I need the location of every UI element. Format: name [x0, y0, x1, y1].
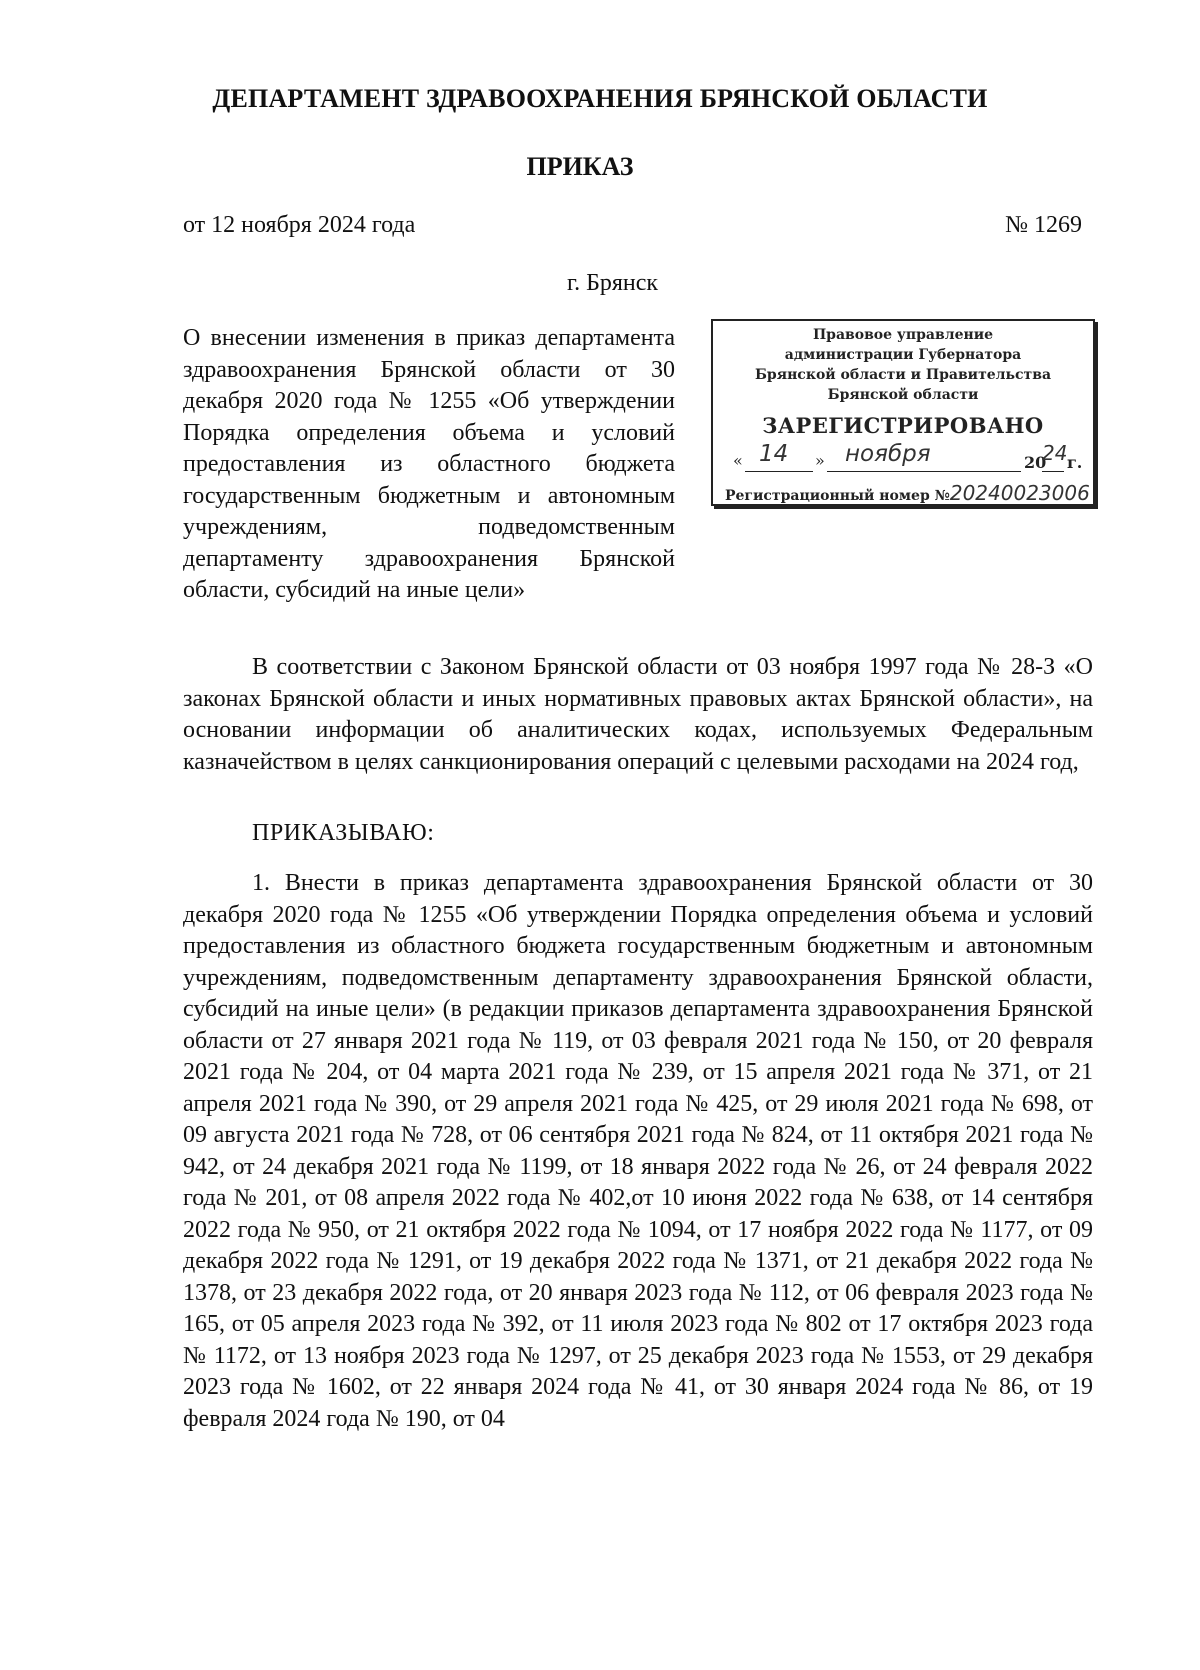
stamp-registration-number: 20240023006: [949, 481, 1090, 505]
preamble-paragraph: В соответствии с Законом Брянской области от 03 ноября 1997 года № 28-З «О законах Брянской области и иных нормативных правовых актах Брянской области», на основании информации об аналитических кодах, используемых Федеральным казначейством в целях санкционирования операций с целевыми расходами на 2024 год,: [183, 654, 1093, 775]
stamp-quote-open: «: [733, 451, 743, 470]
stamp-registered: ЗАРЕГИСТРИРОВАНО: [762, 413, 1044, 438]
document-type: ПРИКАЗ: [526, 152, 634, 181]
stamp-month-underline: [827, 471, 1021, 472]
stamp-line-1: Правовое управление: [812, 327, 994, 343]
order-number: № 1269: [1005, 212, 1082, 238]
stamp-line-4: Брянской области: [827, 387, 979, 403]
registration-stamp: [711, 319, 1095, 506]
stamp-quote-close: »: [815, 451, 825, 470]
stamp-line-3: Брянской области и Правительства: [754, 367, 1052, 383]
stamp-year-underline: [1042, 471, 1064, 472]
stamp-registration-label: Регистрационный номер №: [725, 488, 950, 504]
stamp-day-underline: [745, 471, 813, 472]
stamp-year-suffix: 24: [1042, 441, 1068, 465]
stamp-year-prefix: 20: [1024, 453, 1047, 472]
order-subject: О внесении изменения в приказ департамента здравоохранения Брянской области от 30 декабря 2020 года № 1255 «Об утверждении Порядка определения объема и условий предоставления из областного бюджета государственным бюджетным и автономным учреждениям, подведомственным департаменту здравоохранения Брянской области, субсидий на иные цели»: [183, 325, 675, 603]
stamp-registration-number-row: [725, 481, 1090, 505]
stamp-month: ноября: [845, 441, 931, 467]
orders-heading: ПРИКАЗЫВАЮ:: [252, 820, 435, 846]
stamp-year-unit: г.: [1067, 453, 1083, 472]
item-1-paragraph: 1. Внести в приказ департамента здравоохранения Брянской области от 30 декабря 2020 года № 1255 «Об утверждении Порядка определения объема и условий предоставления из областного бюджета государственным бюджетным и автономным учреждениям, подведомственным департаменту здравоохранения Брянской области, субсидий на иные цели» (в редакции приказов департамента здравоохранения Брянской области от 27 января 2021 года № 119, от 03 февраля 2021 года № 150, от 20 февраля 2021 года № 204, от 04 марта 2021 года № 239, от 15 апреля 2021 года № 371, от 21 апреля 2021 года № 390, от 29 апреля 2021 года № 425, от 29 июля 2021 года № 698, от 09 августа 2021 года № 728, от 06 сентября 2021 года № 824, от 11 октября 2021 года № 942, от 24 декабря 2021 года № 1199, от 18 января 2022 года № 26, от 24 февраля 2022 года № 201, от 08 апреля 2022 года № 402,от 10 июня 2022 года № 638, от 14 сентября 2022 года № 950, от 21 октября 2022 года № 1094, от 17 ноября 2022 года № 1177, от 09 декабря 2022 года № 1291, от 19 декабря 2022 года № 1371, от 21 декабря 2022 года № 1378, от 23 декабря 2022 года, от 20 января 2023 года № 112, от 06 февраля 2023 года № 165, от 05 апреля 2023 года № 392, от 11 июля 2023 года № 802 от 17 октября 2023 года № 1172, от 13 ноября 2023 года № 1297, от 25 декабря 2023 года № 1553, от 29 декабря 2023 года № 1602, от 22 января 2024 года № 41, от 30 января 2024 года № 86, от 19 февраля 2024 года № 190, от 04: [183, 870, 1093, 1432]
order-date: от 12 ноября 2024 года: [183, 212, 416, 238]
stamp-day: 14: [759, 441, 789, 467]
stamp-line-2: администрации Губернатора: [784, 347, 1022, 363]
order-city: г. Брянск: [566, 270, 659, 296]
department-title: ДЕПАРТАМЕНТ ЗДРАВООХРАНЕНИЯ БРЯНСКОЙ ОБЛАСТИ: [212, 84, 988, 113]
stamp-date-row: [733, 441, 1083, 475]
